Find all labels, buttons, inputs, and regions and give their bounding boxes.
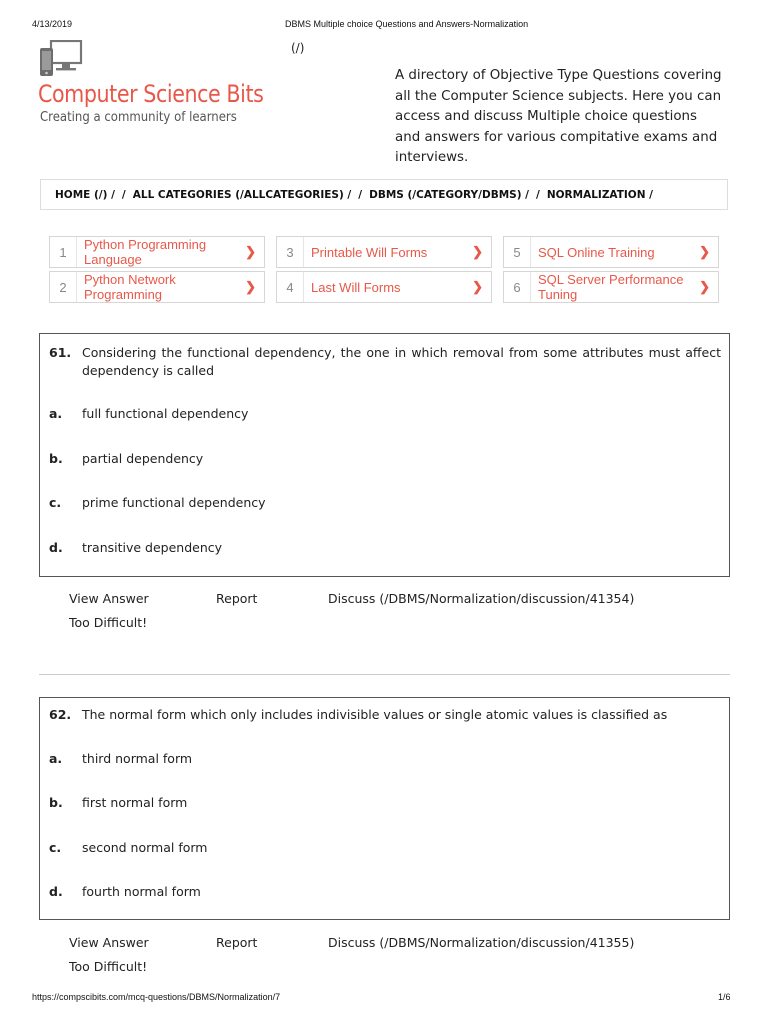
ad-link[interactable] [276,236,492,268]
option-label: b. [49,451,63,466]
site-intro: A directory of Objective Type Questions covering all the Computer Science subjects. Here you can access and discuss Multiple choice questions and answers for various compitative exams and interviews. [395,68,722,165]
ad-number: 1 [50,237,77,267]
option-label: c. [49,495,62,510]
ad-link[interactable] [503,236,719,268]
too-difficult-link[interactable]: Too Difficult! [69,959,148,974]
print-date: 4/13/2019 [32,19,73,29]
chevron-right-icon: ❯ [245,244,256,259]
ad-number: 4 [277,272,304,302]
chevron-right-icon: ❯ [699,244,710,259]
discuss-link[interactable]: Discuss (/DBMS/Normalization/discussion/41355) [328,935,635,950]
breadcrumb-all-categories[interactable]: ALL CATEGORIES (/ALLCATEGORIES) / [132,188,352,201]
ad-link[interactable] [503,271,719,303]
breadcrumb-dbms[interactable]: DBMS (/CATEGORY/DBMS) / [369,188,529,201]
ad-number: 3 [277,237,304,267]
question-actions [69,591,709,631]
question-actions [69,935,709,975]
option-text: partial dependency [82,451,204,466]
root-link[interactable]: (/) [291,41,305,55]
option-text: full functional dependency [82,406,249,421]
ad-text: Python Network Programming [84,272,176,302]
ad-text: Last Will Forms [311,279,401,295]
option-text: first normal form [82,795,188,810]
option-label: a. [49,406,63,421]
report-link[interactable]: Report [216,591,258,606]
option-label: d. [49,540,63,555]
divider [39,674,730,675]
report-link[interactable]: Report [216,935,258,950]
breadcrumb: HOME (/) / / ALL CATEGORIES (/ALLCATEGORIES) / / DBMS (/CATEGORY/DBMS) / / NORMALIZATION / [40,179,728,210]
ad-link[interactable] [49,271,265,303]
chevron-right-icon: ❯ [245,279,256,294]
print-header [0,19,768,31]
print-title: DBMS Multiple choice Questions and Answers-Normalization [285,19,529,29]
question-number: 62. [49,707,72,722]
ad-links [49,236,721,304]
question-text: Considering the functional dependency, the one in which removal from some attributes must affect dependency is called [82,345,721,378]
ad-text: Printable Will Forms [311,244,428,260]
option-text: second normal form [82,840,208,855]
logo-tagline: Creating a community of learners [40,110,237,125]
too-difficult-link[interactable]: Too Difficult! [69,615,148,630]
question-card [39,333,730,577]
computer-monitor-icon [38,40,84,78]
question-card [39,697,730,920]
page-number: 1/6 [718,992,731,1002]
view-answer-link[interactable]: View Answer [69,935,149,950]
ad-text: SQL Server Performance Tuning [538,272,684,302]
ad-text: Python Programming Language [84,237,207,267]
option-label: b. [49,795,63,810]
breadcrumb-normalization[interactable]: NORMALIZATION / [546,188,654,201]
ad-link[interactable] [276,271,492,303]
ad-number: 2 [50,272,77,302]
print-url: https://compscibits.com/mcq-questions/DBMS/Normalization/7 [32,992,281,1002]
chevron-right-icon: ❯ [472,279,483,294]
option-label: a. [49,751,63,766]
chevron-right-icon: ❯ [472,244,483,259]
chevron-right-icon: ❯ [699,279,710,294]
ad-number: 6 [504,272,531,302]
option-text: fourth normal form [82,884,201,899]
breadcrumb-home[interactable]: HOME (/) / [55,188,115,201]
site-logo[interactable] [36,40,326,130]
view-answer-link[interactable]: View Answer [69,591,149,606]
question-text: The normal form which only includes indivisible values or single atomic values is classified as [82,707,668,722]
ad-link[interactable] [49,236,265,268]
option-text: transitive dependency [82,540,223,555]
logo-title: Computer Science Bits [38,80,264,108]
print-footer [0,992,768,1004]
option-text: prime functional dependency [82,495,266,510]
discuss-link[interactable]: Discuss (/DBMS/Normalization/discussion/41354) [328,591,635,606]
option-label: c. [49,840,62,855]
option-text: third normal form [82,751,193,766]
ad-number: 5 [504,237,531,267]
question-number: 61. [49,345,72,360]
option-label: d. [49,884,63,899]
ad-text: SQL Online Training [538,244,655,260]
